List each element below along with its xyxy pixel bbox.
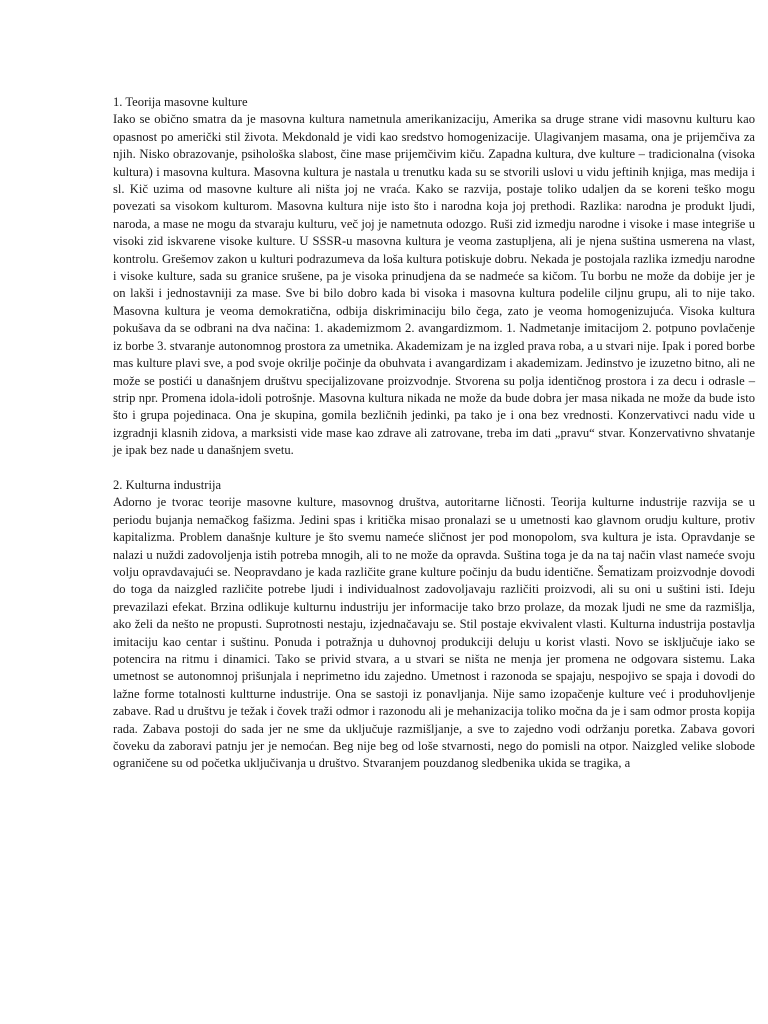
section-paragraph: Iako se obično smatra da je masovna kultura nametnula amerikanizaciju, Amerika sa druge strane vidi masovnu kulturu kao opasnost po američki stil života. Mekdonald je vidi kao sredstvo homogenizacije. Ulagivanjem masama, ona je prijemčiva za njih. Nisko obrazovanje, psihološka slabost, čine mase prijemčivim kiču. Zapadna kultura, dve kulture – tradicionalna (visoka kultura) i masovna kultura. Masovna kultura je nastala u trenutku kada su se stvorili uslovi u vidu jeftinih knjiga, mas medija i sl. Kič uzima od masovne kulture ali ništa joj ne vraća. Kako se razvija, postaje toliko udaljen da se koreni teško mogu povezati sa visokom kulturom. Masovna kultura nije isto što i narodna koja joj prethodi. Razlika: narodna je produkt ljudi, naroda, a mase ne mogu da stvaraju kulturu, več joj je nametnuta odozgo. Ruši zid izmedju narodne i visoke i mase integriše u visoki zid iskvarene visoke kulture. U SSSR-u masovna kultura je veoma zastupljena, ali je njena suština usmerena na vlast, kontrolu. Grešemov zakon u kulturi podrazumeva da loša kultura potiskuje dobru. Nekada je postojala razlika izmedju narodne i visoke kulture, sada su granice srušene, pa je visoka prinudjena da se nadmeće sa kičom. Tu borbu ne može da dobije jer je on lakši i jednostavniji za mase. Sve bi bilo dobro kada bi visoka i masovna kultura podelile ciljnu grupu, ali to nije tako. Masovna kultura je veoma demokratična, odbija diskriminaciju bilo čega, zato je veoma homogenizujuća. Visoka kultura pokušava da se odbrani na dva načina: 1. akademizmom 2. avangardizmom. 1. Nadmetanje imitacijom 2. potpuno povlačenje iz borbe 3. stvaranje autonomnog prostora za umetnika. Akademizam je na izgled prava roba, a u stvari nije. Ipak i pored borbe mas kulture plavi sve, a pod svoje okrilje počinje da obuhvata i avangardizam i akademizam. Jedinstvo je izuzetno bitno, ali ne može se postići u današnjem društvu specijalizovane proizvodnje. Stvorena su polja identičnog prostora i za decu i odrasle – strip npr. Promena idola-idoli potrošnje. Masovna kultura nikada ne može da bude dobra jer masa nikada ne može da bude isto što i grupa pojedinaca. Ona je skupina, gomila bezličnih jedinki, pa tako je i ona bez vrednosti. Konzervativci nadu vide u izgradnji klasnih zidova, a marksisti vide mase kao zdrave ali zatrovane, treba im dati „pravu“ stvar. Konzervativno shvatanje je ipak bez nade u današnjem svetu. — [113, 112, 755, 458]
section-paragraph: Adorno je tvorac teorije masovne kulture, masovnog društva, autoritarne ličnosti. Teorija kulturne industrije razvija se u periodu bujanja nemačkog fašizma. Jedini spas i kritička misao pronalazi se u umetnosti kao glavnom orudju kulture, protiv kapitalizma. Problem današnje kulture je što svemu nameće sličnost jer pod monopolom, sva kultura je ista. Opravdanje se nalazi u nuždi zadovoljenja istih potreba mnogih, ali to ne može da opravda. Suština toga je da na taj način vlast nameće svoju volju opravdavajući se. Neopravdano je kada različite grane kulture počinju da budu identične. Šematizam proizvodnje dovodi do toga da naizgled različite potrebe ljudi i individualnost zadovoljavaju različiti proizvodi, ali su oni u suštini isti. Ideju prevazilazi efekat. Brzina odlikuje kulturnu industriju jer informacije tako brzo prolaze, da mozak ljudi ne sme da razmišlja, ako želi da nešto ne propusti. Suprotnosti nestaju, izjednačavaju se. Stil postaje ekvivalent vlasti. Kulturna industrija postavlja imitaciju kao centar i suštinu. Ponuda i potražnja u duhovnoj produkciji deluju u korist vlasti. Novo se isključuje iako se potencira na ritmu i dinamici. Tako se privid stvara, a u stvari se ništa ne menja jer promena ne odgovara sistemu. Laka umetnost se autonomnoj prišunjala i neprimetno idu zajedno. Umetnost i razonoda se spajaju, nespojivo se spaja i dovodi do lažne forme totalnosti kultturne industrije. Ona se sastoji iz ponavljanja. Nije samo izopačenje kulture već i produhovljenje zabave. Rad u društvu je težak i čovek traži odmor i razonodu ali je mehanizacija toliko močna da je i sam odmor prosta kopija rada. Zabava postoji do sada jer ne sme da uključuje razmišljanje, a sve to zajedno vodi održanju poretka. Zabava govori čoveku da zaboravi patnju jer je nemoćan. Beg nije beg od loše stvarnosti, nego do pomisli na otpor. Naizgled velike slobode ograničene su od početka uključivanja u društvo. Stvaranjem pouzdanog sledbenika ukida se tragika, a — [113, 495, 755, 771]
section-culture-industry — [113, 477, 755, 773]
section-mass-culture-theory — [113, 94, 755, 460]
paragraph-spacer — [113, 460, 755, 477]
section-heading: 1. Teorija masovne kulture — [113, 95, 248, 109]
section-heading: 2. Kulturna industrija — [113, 477, 222, 492]
document-page — [113, 94, 755, 773]
